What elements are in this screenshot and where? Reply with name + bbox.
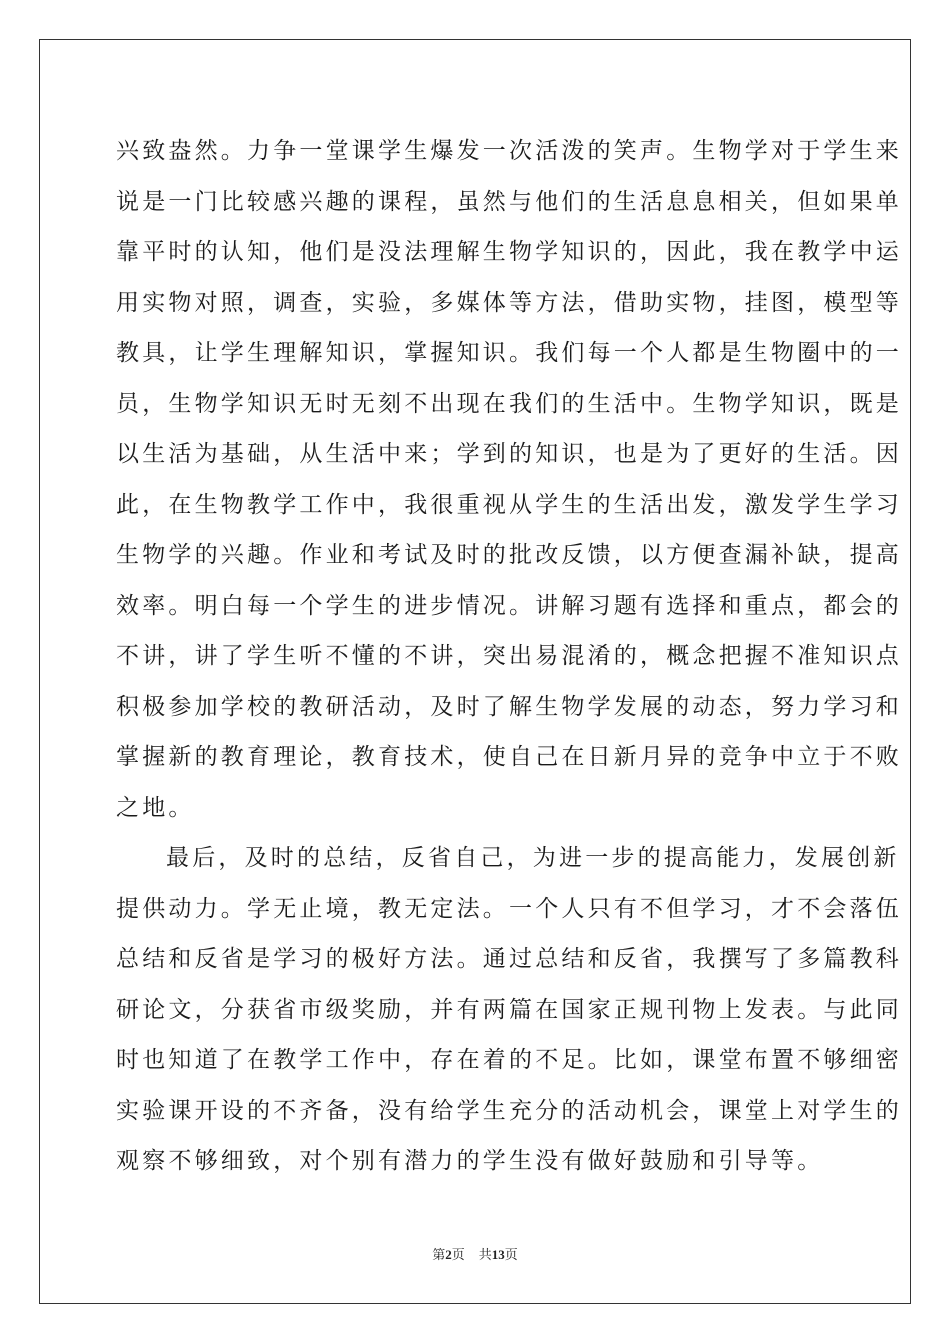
text-line: 提供动力。学无止境，教无定法。一个人只有不但学习，才不会落伍	[116, 895, 902, 922]
total-prefix: 共	[478, 1248, 492, 1263]
text-line: 时也知道了在教学工作中，存在着的不足。比如，课堂布置不够细密	[116, 1047, 902, 1073]
document-body	[116, 126, 902, 1187]
text-line: 生物学的兴趣。作业和考试及时的批改反馈，以方便查漏补缺，提高	[116, 542, 902, 568]
text-line: 不讲，讲了学生听不懂的不讲，突出易混淆的，概念把握不准知识点	[116, 643, 902, 669]
page-footer	[0, 1246, 950, 1265]
page-prefix: 第	[432, 1248, 446, 1263]
text-line: 用实物对照，调查，实验，多媒体等方法，借助实物，挂图，模型等	[116, 289, 902, 316]
text-line: 教具，让学生理解知识，掌握知识。我们每一个人都是生物圈中的一	[116, 340, 902, 366]
text-line: 研论文，分获省市级奖励，并有两篇在国家正规刊物上发表。与此同	[116, 996, 902, 1023]
text-line: 兴致盎然。力争一堂课学生爆发一次活泼的笑声。生物学对于学生来	[116, 138, 902, 164]
page-suffix: 页	[451, 1248, 465, 1263]
text-line: 此，在生物教学工作中，我很重视从学生的生活出发，激发学生学习	[116, 491, 902, 518]
total-suffix: 页	[504, 1248, 518, 1263]
text-line: 观察不够细致，对个别有潜力的学生没有做好鼓励和引导等。	[116, 1148, 824, 1174]
text-line: 员，生物学知识无时无刻不出现在我们的生活中。生物学知识，既是	[116, 390, 902, 417]
total-pages: 13	[491, 1247, 505, 1262]
text-line: 效率。明白每一个学生的进步情况。讲解习题有选择和重点，都会的	[116, 592, 902, 619]
text-line: 掌握新的教育理论，教育技术，使自己在日新月异的竞争中立于不败	[116, 744, 902, 770]
text-line: 说是一门比较感兴趣的课程，虽然与他们的生活息息相关，但如果单	[116, 188, 902, 215]
page-number: 2	[445, 1247, 452, 1262]
text-line: 以生活为基础，从生活中来；学到的知识，也是为了更好的生活。因	[116, 441, 902, 467]
text-line: 积极参加学校的教研活动，及时了解生物学发展的动态，努力学习和	[116, 693, 902, 720]
text-line: 之地。	[116, 794, 195, 821]
text-line: 总结和反省是学习的极好方法。通过总结和反省，我撰写了多篇教科	[116, 946, 902, 972]
paragraph-start-line: 最后，及时的总结，反省自己，为进一步的提高能力，发展创新	[166, 845, 900, 871]
text-line: 靠平时的认知，他们是没法理解生物学知识的，因此，我在教学中运	[116, 239, 902, 265]
text-line: 实验课开设的不齐备，没有给学生充分的活动机会，课堂上对学生的	[116, 1097, 902, 1124]
